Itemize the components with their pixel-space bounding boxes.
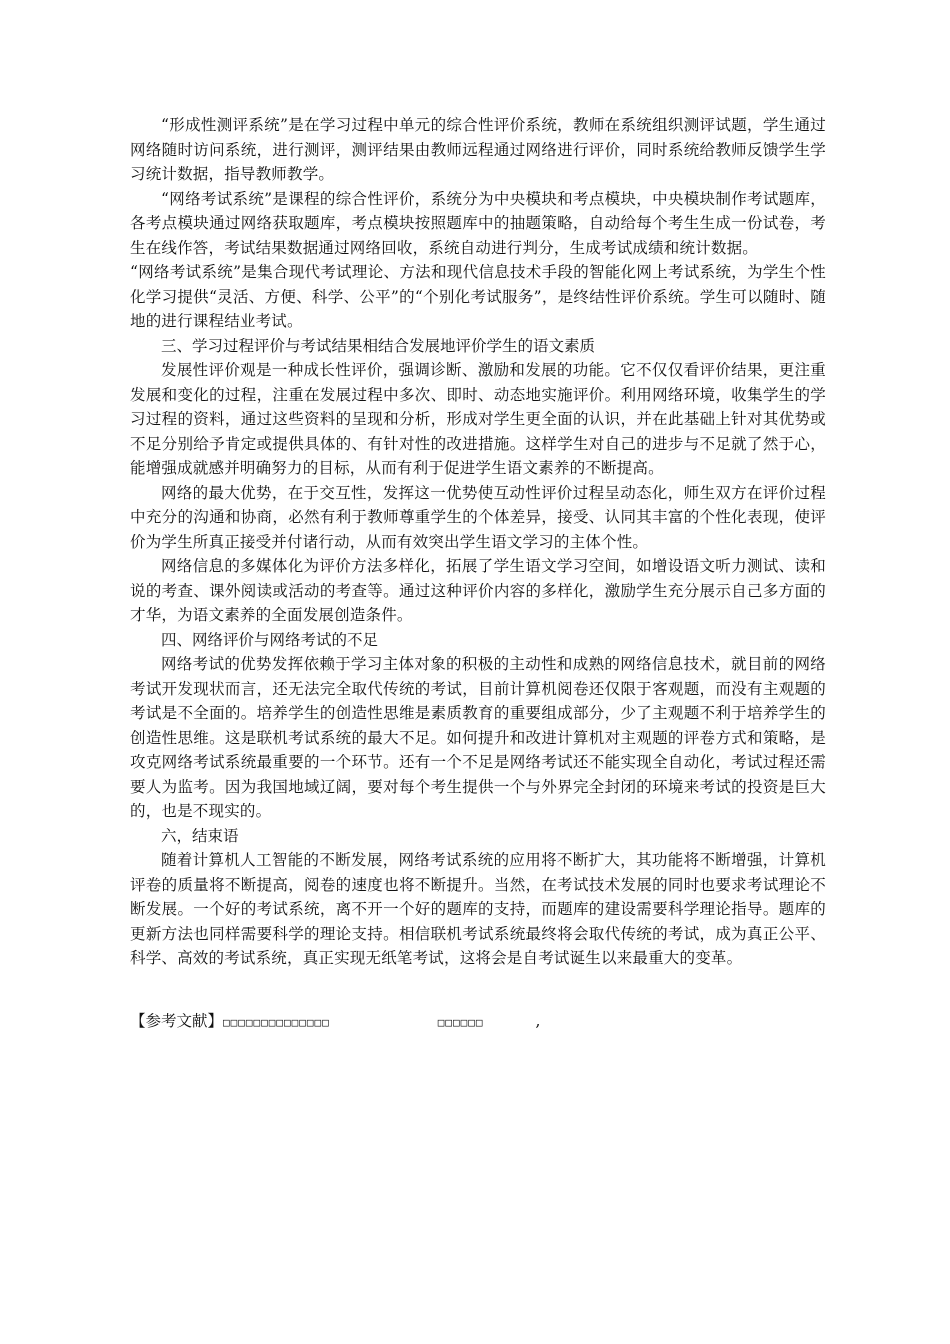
paragraph-formative-assessment: “形成性测评系统”是在学习过程中单元的综合性评价系统，教师在系统组织测评试题，学生通过网络随时访问系统，进行测评，测评结果由教师远程通过网络进行评价，同时系统给教师反馈学生学习统计数据，指导教师教学。 <box>130 116 826 183</box>
paragraph-multimedia: 网络信息的多媒体化为评价方法多样化，拓展了学生语文学习空间，如增设语文听力测试、读和说的考查、课外阅读或活动的考查等。通过这种评价内容的多样化，激励学生充分展示自己多方面的才华，为语文素养的全面发展创造条件。 <box>130 557 826 624</box>
references-trailing-mark: , <box>535 1012 541 1030</box>
references-line <box>130 1009 826 1035</box>
references-garbled-text-2: □□□□□□ <box>437 1016 484 1029</box>
paragraph-network-exam-system: “网络考试系统”是课程的综合性评价，系统分为中央模块和考点模块，中央模块制作考试题库，各考点模块通过网络获取题库，考点模块按照题库中的抽题策略，自动给每个考生生成一份试卷，考生在线作答，考试结果数据通过网络回收，系统自动进行判分，生成考试成绩和统计数据。 <box>130 189 826 257</box>
paragraph-interactivity: 网络的最大优势，在于交互性，发挥这一优势使互动性评价过程呈动态化，师生双方在评价过程中充分的沟通和协商，必然有利于教师尊重学生的个体差异，接受、认同其丰富的个性化表现，使评价为学生所真正接受并付诸行动，从而有效突出学生语文学习的主体个性。 <box>130 483 826 551</box>
section-heading-6: 六，结束语 <box>161 826 239 845</box>
references-garbled-text-1: □□□□□□□□□□□□□□ <box>223 1016 330 1029</box>
section-heading-4: 四、网络评价与网络考试的不足 <box>161 630 379 649</box>
paragraph-network-exam-intelligent: “网络考试系统”是集合现代考试理论、方法和现代信息技术手段的智能化网上考试系统，为学生个性化学习提供“灵活、方便、科学、公平”的“个别化考试服务”，是终结性评价系统。学生可以随时、随地的进行课程结业考试。 <box>130 263 826 330</box>
references-label: 【参考文献】 <box>130 1012 224 1030</box>
paragraph-developmental-evaluation: 发展性评价观是一种成长性评价，强调诊断、激励和发展的功能。它不仅仅看评价结果，更注重发展和变化的过程，注重在发展过程中多次、即时、动态地实施评价。利用网络环境，收集学生的学习过程的资料，通过这些资料的呈现和分析，形成对学生更全面的认识，并在此基础上针对其优势或不足分别给予肯定或提供具体的、有针对性的改进措施。这样学生对自己的进步与不足就了然于心，能增强成就感并明确努力的目标，从而有利于促进学生语文素养的不断提高。 <box>130 361 826 477</box>
document-body <box>130 113 826 971</box>
section-heading-3: 三、学习过程评价与考试结果相结合发展地评价学生的语文素质 <box>161 336 596 355</box>
paragraph-shortcomings: 网络考试的优势发挥依赖于学习主体对象的积极的主动性和成熟的网络信息技术，就目前的网络考试开发现状而言，还无法完全取代传统的考试，目前计算机阅卷还仅限于客观题，而没有主观题的考试是不全面的。培养学生的创造性思维是素质教育的重要组成部分，少了主观题不利于培养学生的创造性思维。这是联机考试系统的最大不足。如何提升和改进计算机对主观题的评卷方式和策略，是攻克网络考试系统最重要的一个环节。还有一个不足是网络考试还不能实现全自动化，考试过程还需要人为监考。因为我国地域辽阔，要对每个考生提供一个与外界完全封闭的环境来考试的投资是巨大的，也是不现实的。 <box>130 655 826 820</box>
paragraph-conclusion: 随着计算机人工智能的不断发展，网络考试系统的应用将不断扩大，其功能将不断增强，计算机评卷的质量将不断提高，阅卷的速度也将不断提升。当然，在考试技术发展的同时也要求考试理论不断发展。一个好的考试系统，离不开一个好的题库的支持，而题库的建设需要科学理论指导。题库的更新方法也同样需要科学的理论支持。相信联机考试系统最终将会取代传统的考试，成为真正公平、科学、高效的考试系统，真正实现无纸笔考试，这将会是自考试诞生以来最重大的变革。 <box>130 851 826 967</box>
